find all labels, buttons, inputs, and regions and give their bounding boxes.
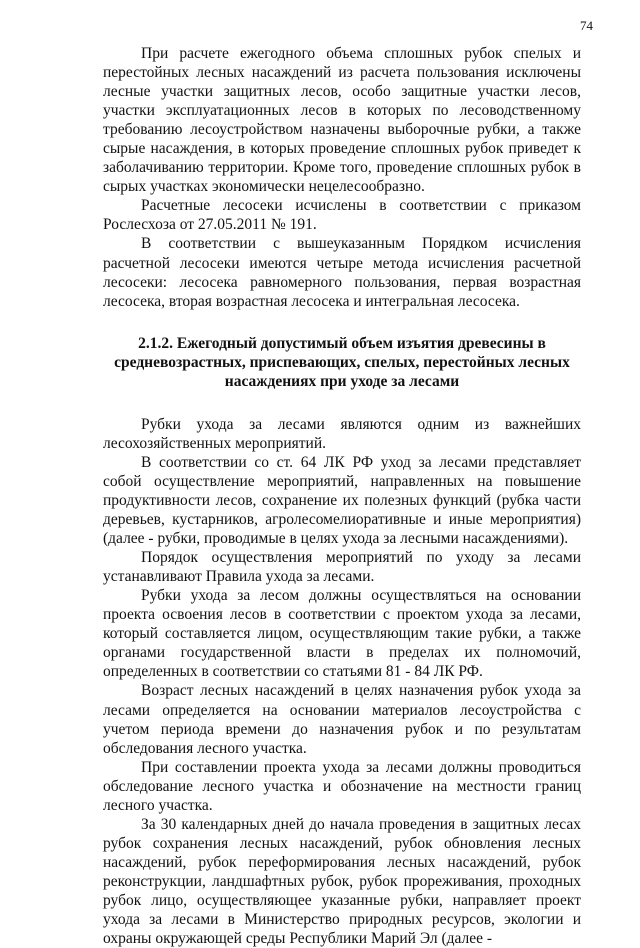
- paragraph: Возраст лесных насаждений в целях назначения рубок ухода за лесами определяется на основании материалов лесоустройства с учетом периода времени до назначения рубок и по результатам обследования лесного участка.: [103, 682, 581, 757]
- page-number: 74: [580, 18, 593, 33]
- section-heading: 2.1.2. Ежегодный допустимый объем изъятия древесины в средневозрастных, приспевающих, спелых, перестойных лесных насаждениях при уходе за лесами: [114, 334, 570, 390]
- paragraph: При расчете ежегодного объема сплошных рубок спелых и перестойных лесных насаждений из расчета пользования исключены лесные участки защитных лесов, особо защитные участки лесов, участки эксплуатационных лесов в которых по лесоводственному требованию лесоустройством назначены выборочные рубки, а также сырые насаждения, в которых проведение сплошных рубок приведет к заболачиванию территории. Кроме того, проведение сплошных рубок в сырых участках экономически нецелесообразно.: [103, 45, 581, 196]
- body-text: [103, 44, 581, 948]
- paragraph: Порядок осуществления мероприятий по уходу за лесами устанавливают Правила ухода за лесами.: [103, 549, 581, 586]
- paragraph: В соответствии с вышеуказанным Порядком исчисления расчетной лесосеки имеются четыре метода исчисления расчетной лесосеки: лесосека равномерного пользования, первая возрастная лесосека, вторая возрастная лесосека и интегральная лесосека.: [103, 235, 581, 310]
- paragraph: Рубки ухода за лесом должны осуществляться на основании проекта освоения лесов в соответствии с проектом ухода за лесами, который составляется лицом, осуществляющим такие рубки, а также органами государственной власти в пределах их полномочий, определенных в соответствии со статьями 81 - 84 ЛК РФ.: [103, 587, 581, 681]
- paragraph: Расчетные лесосеки исчислены в соответствии с приказом Рослесхоза от 27.05.2011 № 191.: [103, 197, 581, 234]
- paragraph: При составлении проекта ухода за лесами должны проводиться обследование лесного участка и обозначение на местности границ лесного участка.: [103, 758, 581, 814]
- paragraph: В соответствии со ст. 64 ЛК РФ уход за лесами представляет собой осуществление мероприятий, направленных на повышение продуктивности лесов, сохранение их полезных функций (рубка части деревьев, кустарников, агролесомелиоративные и иные мероприятия) (далее - рубки, проводимые в целях ухода за лесными насаждениями).: [103, 453, 581, 548]
- paragraph: Рубки ухода за лесами являются одним из важнейших лесохозяйственных мероприятий.: [103, 415, 581, 452]
- paragraph: За 30 календарных дней до начала проведения в защитных лесах рубок сохранения лесных насаждений, рубок обновления лесных насаждений, рубок переформирования лесных насаждений, рубок реконструкции, ландшафтных рубок, рубок прореживания, проходных рубок лицо, осуществляющее указанные рубки, направляет проект ухода за лесами в Министерство природных ресурсов, экологии и охраны окружающей среды Республики Марий Эл (далее -: [103, 815, 581, 948]
